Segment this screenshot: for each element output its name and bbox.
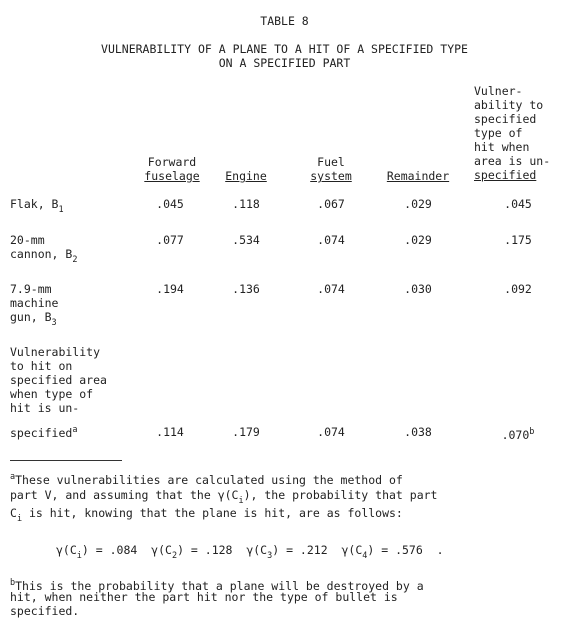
header-vulnerability <box>474 84 566 182</box>
footnote-divider <box>10 460 122 461</box>
table-cell: .118 <box>232 197 260 211</box>
row-label-machine-gun: 7.9-mm machine gun, $B_3$ <box>10 282 59 328</box>
table-number: TABLE 8 <box>260 14 309 28</box>
table-cell: .067 <box>317 197 345 211</box>
footnote-b-line3: specified. <box>10 604 80 618</box>
row-label-cannon: 20-mm cannon, $B_2$ <box>10 233 78 265</box>
table-cell: .077 <box>156 233 184 247</box>
table-cell: .114 <box>156 425 184 439</box>
header-vulnerability-line: area is un- <box>474 154 551 168</box>
table-cell: .038 <box>404 425 432 439</box>
header-vulnerability-line: specified <box>474 168 537 182</box>
table-cell: .045 <box>504 197 532 211</box>
header-fuel-line2: system <box>310 169 352 183</box>
table-cell: .074 <box>317 425 345 439</box>
table-cell: .029 <box>404 233 432 247</box>
table-cell: .179 <box>232 425 260 439</box>
header-vulnerability-line: type of <box>474 126 523 140</box>
gamma-values-line: $\gamma(C_i) = .084$ $\gamma(C_2) = .128$ $\gamma(C_3) = .212$ $\gamma(C_4) = .576$ . <box>56 543 444 561</box>
table-cell: .136 <box>232 282 260 296</box>
table-cell: .194 <box>156 282 184 296</box>
row-label-flak: Flak, $B_1$ <box>10 197 64 215</box>
header-vulnerability-line: specified <box>474 112 537 126</box>
table-cell: .534 <box>232 233 260 247</box>
footnote-a-line2: part V, and assuming that the $\gamma(C_i)$, the probability that part <box>10 488 438 506</box>
header-forward-line1: Forward <box>147 155 197 169</box>
footnote-a-line3: $C_i$ is hit, knowing that the plane is hit, are as follows: <box>10 506 403 524</box>
header-vulnerability-line: hit when <box>474 140 530 154</box>
header-vulnerability-line: ability to <box>474 98 544 112</box>
table-cell: .074 <box>317 233 345 247</box>
table-cell: .175 <box>504 233 532 247</box>
footnote-a-line1: $^a$These vulnerabilities are calculated using the method of <box>10 472 403 487</box>
table-cell: .092 <box>504 282 532 296</box>
table-title-line2: ON A SPECIFIED PART <box>218 56 351 70</box>
table-cell: .030 <box>404 282 432 296</box>
header-remainder: Remainder <box>386 169 450 183</box>
header-fuel-line1: Fuel <box>317 155 345 169</box>
header-forward-line2: fuselage <box>144 169 200 183</box>
footnote-b-line2: hit, when neither the part hit nor the type of bullet is <box>10 590 398 604</box>
row-label-summary: Vulnerability to hit on specified area when type of hit is un- specified$^a$ <box>10 345 107 440</box>
header-vulnerability-line: Vulner- <box>474 84 523 98</box>
table-cell: .045 <box>156 197 184 211</box>
table-cell: .029 <box>404 197 432 211</box>
table-cell: .074 <box>317 282 345 296</box>
header-engine: Engine <box>225 169 267 183</box>
table-title-line1: VULNERABILITY OF A PLANE TO A HIT OF A SPECIFIED TYPE <box>101 42 468 56</box>
footnote-b-line1: $^b$This is the probability that a plane will be destroyed by a <box>10 578 424 593</box>
table-cell: .070$^b$ <box>501 427 535 442</box>
